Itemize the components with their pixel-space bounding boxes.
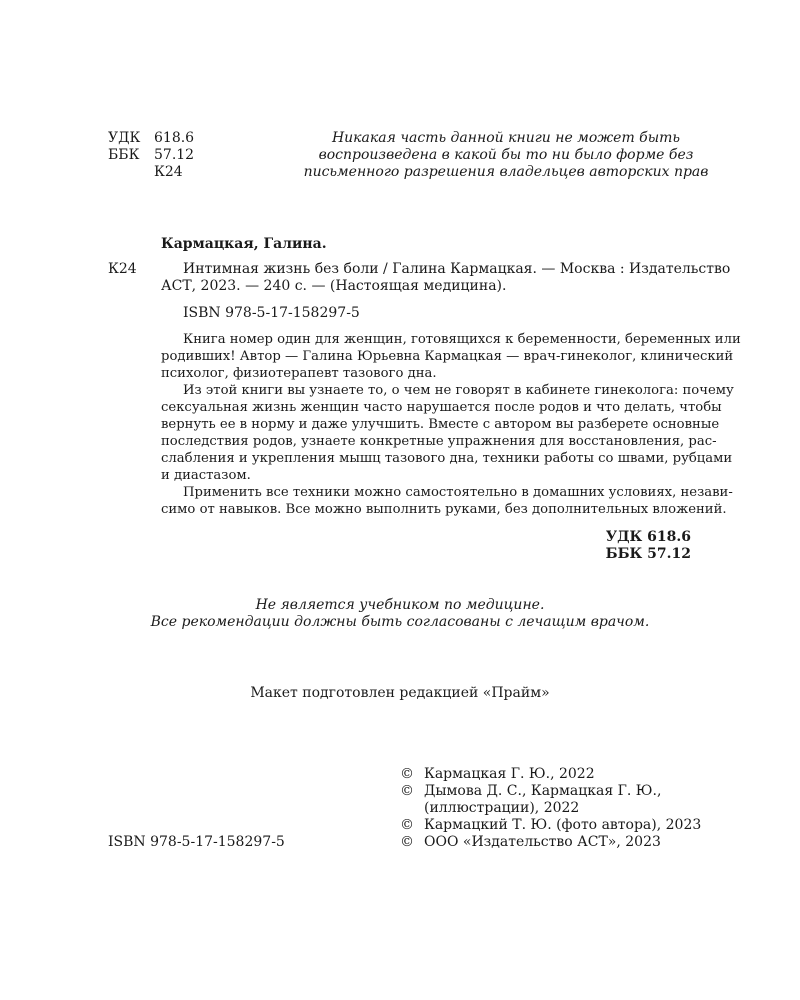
bbk-footer: ББК 57.12 (605, 546, 691, 562)
prepared-by-note: Макет подготовлен редакцией «Прайм» (250, 685, 550, 701)
udk-value: 618.6 (154, 130, 195, 146)
catalog-isbn: ISBN 978-5-17-158297-5 (183, 305, 360, 321)
copyright-line (400, 783, 661, 800)
copyright-icon: © (400, 766, 414, 782)
bib-description-line-1: Интимная жизнь без боли / Галина Кармацкая. — Москва : Издательство (183, 261, 731, 277)
annotation-line: последствия родов, узнаете конкретные упражнения для восстановления, рас- (161, 434, 717, 449)
copyright-icon: © (400, 817, 414, 833)
copyright-line (400, 834, 661, 851)
annotation-paragraph-2 (161, 382, 734, 484)
annotation-line: Из этой книги вы узнаете то, о чем не говорят в кабинете гинеколога: почему (183, 383, 734, 398)
copyright-text: Кармацкая Г. Ю., 2022 (424, 766, 595, 782)
disclaimer-line-2: Все рекомендации должны быть согласованы с лечащим врачом. (150, 614, 650, 630)
copyright-line (400, 766, 595, 783)
udk-label: УДК (108, 130, 141, 146)
annotation-line: Книга номер один для женщин, готовящихся к беременности, беременных или (183, 332, 741, 347)
copyright-text: Кармацкий Т. Ю. (фото автора), 2023 (424, 817, 702, 833)
author-mark-top: К24 (154, 164, 183, 180)
annotation-line: психолог, физиотерапевт тазового дна. (161, 366, 437, 381)
copyright-line (400, 800, 579, 817)
annotation-line: слабления и укрепления мышц тазового дна, техники работы со швами, рубцами (161, 451, 733, 466)
annotation-line: Применить все техники можно самостоятельно в домашних условиях, незави- (183, 485, 733, 500)
annotation-paragraph-1 (161, 331, 741, 382)
copyright-line (400, 817, 701, 834)
rights-notice-line-1: Никакая часть данной книги не может быть (331, 130, 681, 146)
copyright-icon: © (400, 834, 414, 850)
bbk-value: 57.12 (154, 147, 195, 163)
udk-footer: УДК 618.6 (605, 529, 691, 545)
annotation-line: и диастазом. (161, 468, 251, 483)
rights-notice-line-2: воспроизведена в какой бы то ни было форме без (318, 147, 694, 163)
disclaimer-line-1: Не является учебником по медицине. (255, 597, 545, 613)
annotation-line: вернуть ее в норму и даже улучшить. Вместе с автором вы разберете основные (161, 417, 720, 432)
copyright-text: ООО «Издательство АСТ», 2023 (424, 834, 661, 850)
annotation-line: родивших! Автор — Галина Юрьевна Кармацкая — врач-гинеколог, клинический (161, 349, 734, 364)
annotation-paragraph-3 (161, 484, 733, 518)
bbk-label: ББК (108, 147, 140, 163)
author-mark: К24 (108, 261, 137, 277)
annotation-line: сексуальная жизнь женщин часто нарушается после родов и что делать, чтобы (161, 400, 722, 415)
copyright-text: (иллюстрации), 2022 (424, 800, 580, 816)
bottom-isbn: ISBN 978-5-17-158297-5 (108, 834, 285, 850)
copyright-icon: © (400, 783, 414, 799)
bib-description-line-2: АСТ, 2023. — 240 с. — (Настоящая медицина). (161, 278, 507, 294)
annotation-line: симо от навыков. Все можно выполнить руками, без дополнительных вложений. (161, 502, 727, 517)
copyright-text: Дымова Д. С., Кармацкая Г. Ю., (424, 783, 662, 799)
rights-notice-line-3: письменного разрешения владельцев авторских прав (303, 164, 709, 180)
author-heading: Кармацкая, Галина. (161, 236, 327, 252)
